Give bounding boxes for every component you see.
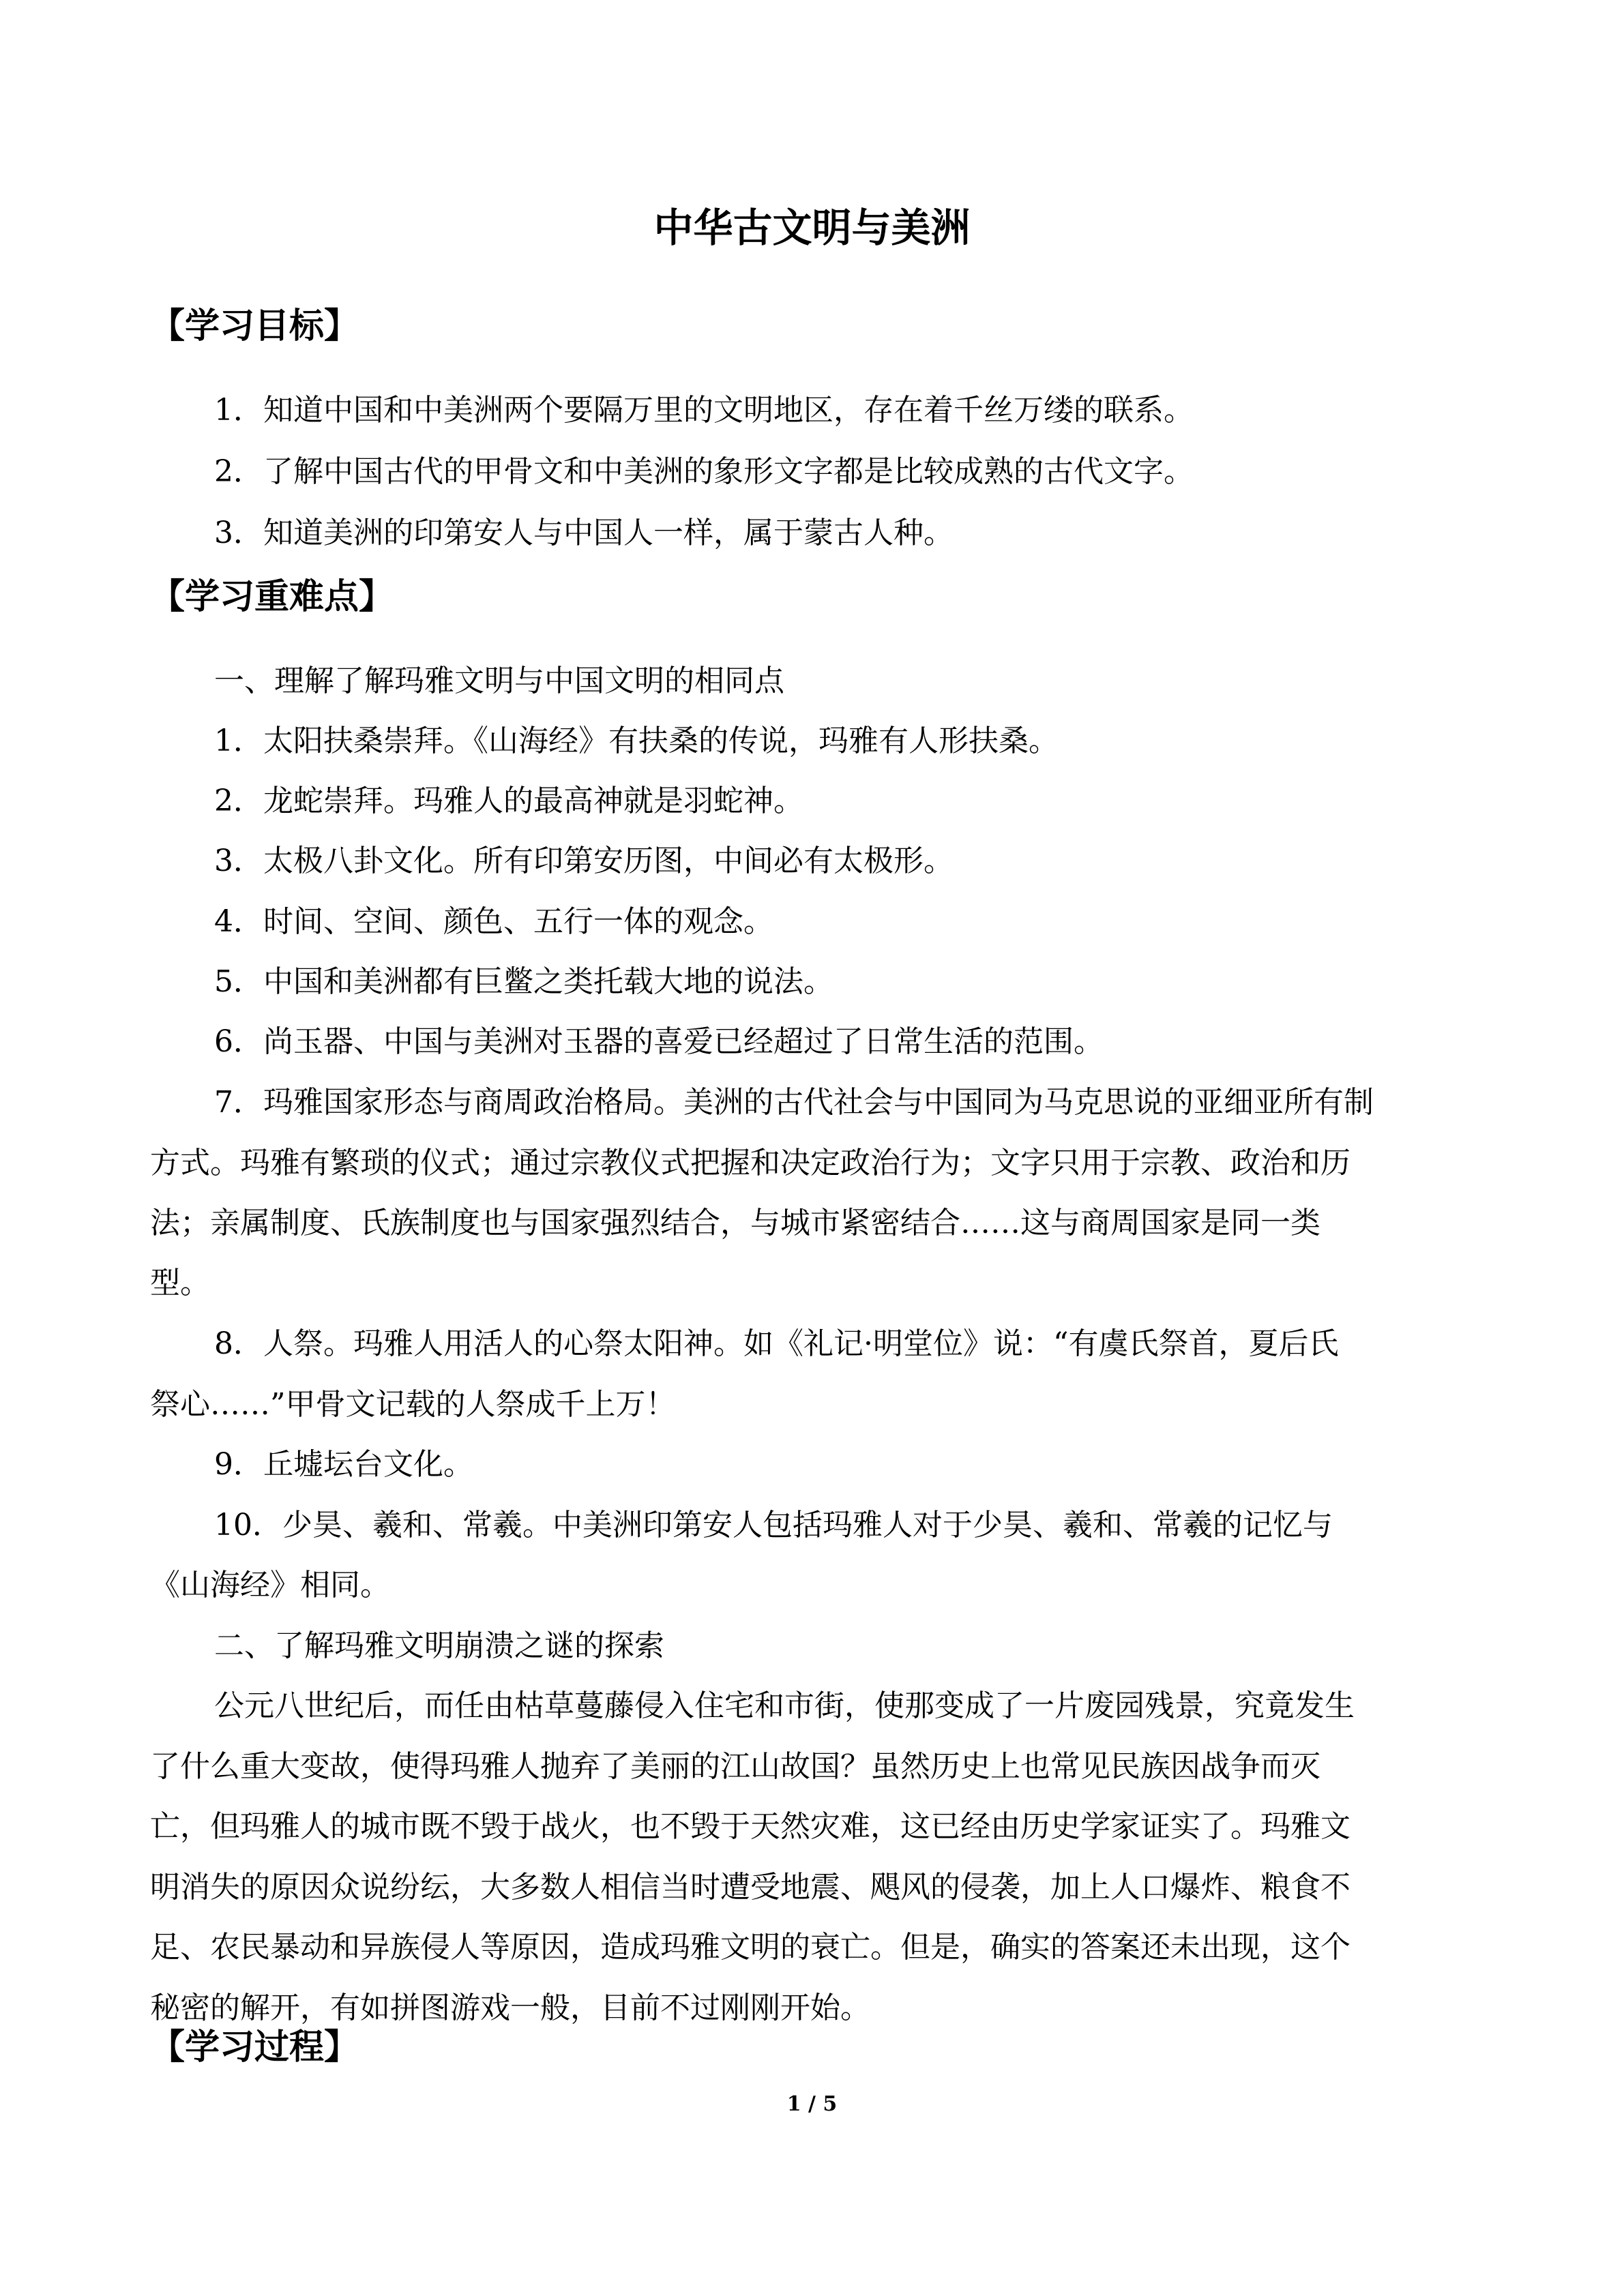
key-point-item: 9．丘墟坛台文化。 — [214, 1447, 473, 1482]
page-title: 中华古文明与美洲 — [653, 205, 971, 251]
section-heading-objectives: 【学习目标】 — [150, 305, 359, 346]
paragraph-line: 明消失的原因众说纷纭，大多数人相信当时遭受地震、飓风的侵袭，加上人口爆炸、粮食不 — [150, 1870, 1350, 1905]
objective-item: 1．知道中国和中美洲两个要隔万里的文明地区，存在着千丝万缕的联系。 — [214, 393, 1194, 428]
paragraph-line: 了什么重大变故，使得玛雅人抛弃了美丽的江山故国？虽然历史上也常见民族因战争而灭 — [150, 1749, 1320, 1784]
key-point-item-7-line: 7．玛雅国家形态与商周政治格局。美洲的古代社会与中国同为马克思说的亚细亚所有制 — [214, 1085, 1374, 1120]
key-point-item: 6．尚玉器、中国与美洲对玉器的喜爱已经超过了日常生活的范围。 — [214, 1024, 1104, 1059]
key-point-item: 3．太极八卦文化。所有印第安历图，中间必有太极形。 — [214, 844, 954, 878]
key-point-item-10-line: 《山海经》相同。 — [150, 1568, 390, 1602]
subsection-title-similarities: 一、理解了解玛雅文明与中国文明的相同点 — [214, 664, 784, 698]
page-number: 1 / 5 — [786, 2092, 838, 2116]
key-point-item-10-line: 10．少昊、羲和、常羲。中美洲印第安人包括玛雅人对于少昊、羲和、常羲的记忆与 — [214, 1508, 1333, 1542]
paragraph-line: 秘密的解开，有如拼图游戏一般，目前不过刚刚开始。 — [150, 1991, 870, 2025]
key-point-item: 1．太阳扶桑崇拜。《山海经》有扶桑的传说，玛雅有人形扶桑。 — [214, 724, 1059, 758]
key-point-item-7-line: 法；亲属制度、氏族制度也与国家强烈结合，与城市紧密结合……这与商周国家是同一类 — [150, 1206, 1320, 1240]
key-point-item: 2．龙蛇崇拜。玛雅人的最高神就是羽蛇神。 — [214, 784, 803, 818]
subsection-title-maya-collapse: 二、了解玛雅文明崩溃之谜的探索 — [214, 1628, 664, 1663]
paragraph-line: 公元八世纪后，而任由枯草蔓藤侵入住宅和市街，使那变成了一片废园残景，究竟发生 — [214, 1688, 1355, 1723]
key-point-item-8-line: 8．人祭。玛雅人用活人的心祭太阳神。如《礼记·明堂位》说：“有虞氏祭首，夏后氏 — [214, 1326, 1339, 1361]
key-point-item-8-line: 祭心……”甲骨文记载的人祭成千上万！ — [150, 1387, 676, 1422]
key-point-item: 4．时间、空间、颜色、五行一体的观念。 — [214, 904, 773, 939]
objective-item: 2．了解中国古代的甲骨文和中美洲的象形文字都是比较成熟的古代文字。 — [214, 454, 1194, 489]
key-point-item-7-line: 型。 — [150, 1266, 210, 1300]
objective-item: 3．知道美洲的印第安人与中国人一样，属于蒙古人种。 — [214, 516, 954, 550]
key-point-item-7-line: 方式。玛雅有繁琐的仪式；通过宗教仪式把握和决定政治行为；文字只用于宗教、政治和历 — [150, 1146, 1350, 1180]
key-point-item: 5．中国和美洲都有巨鳖之类托载大地的说法。 — [214, 964, 833, 999]
section-heading-process: 【学习过程】 — [150, 2027, 359, 2068]
paragraph-line: 亡，但玛雅人的城市既不毁于战火，也不毁于天然灾难，这已经由历史学家证实了。玛雅文 — [150, 1809, 1350, 1844]
paragraph-line: 足、农民暴动和异族侵人等原因，造成玛雅文明的衰亡。但是，确实的答案还未出现，这个 — [150, 1930, 1350, 1965]
section-heading-key-points: 【学习重难点】 — [150, 576, 394, 617]
